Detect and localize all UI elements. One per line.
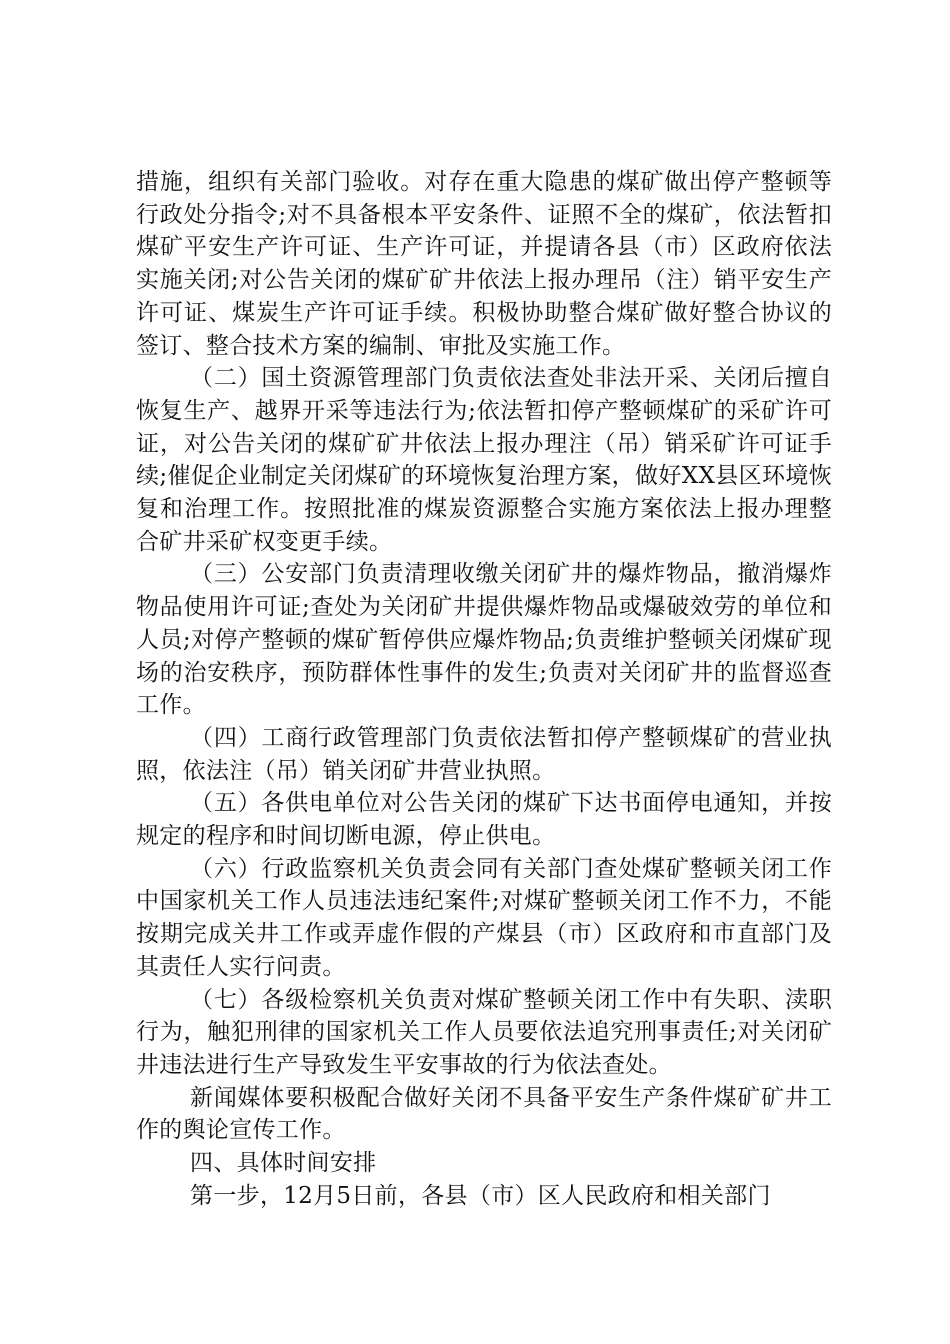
- paragraph-supervision: （六）行政监察机关负责会同有关部门查处煤矿整顿关闭工作中国家机关工作人员违法违纪案件;对煤矿整顿关闭工作不力，不能按期完成关井工作或弄虚作假的产煤县（市）区政府和市直部门及其责任人实行问责。: [136, 855, 832, 980]
- document-body: [136, 166, 832, 1213]
- paragraph-industry-commerce: （四）工商行政管理部门负责依法暂扣停产整顿煤矿的营业执照，依法注（吊）销关闭矿井营业执照。: [136, 724, 832, 784]
- paragraph-public-security: （三）公安部门负责清理收缴关闭矿井的爆炸物品，撤消爆炸物品使用许可证;查处为关闭矿井提供爆炸物品或爆破效劳的单位和人员;对停产整顿的煤矿暂停供应爆炸物品;负责维护整顿关闭煤矿现场的治安秩序，预防群体性事件的发生;负责对关闭矿井的监督巡查工作。: [136, 561, 832, 719]
- paragraph-step-one: 第一步，12月5日前，各县（市）区人民政府和相关部门: [190, 1182, 771, 1209]
- paragraph-power-supply: （五）各供电单位对公告关闭的煤矿下达书面停电通知，并按规定的程序和时间切断电源，停止供电。: [136, 790, 832, 850]
- paragraph-continuation: 措施，组织有关部门验收。对存在重大隐患的煤矿做出停产整顿等行政处分指令;对不具备根本平安条件、证照不全的煤矿，依法暂扣煤矿平安生产许可证、生产许可证，并提请各县（市）区政府依法实施关闭;对公告关闭的煤矿矿井依法上报办理吊（注）销平安生产许可证、煤炭生产许可证手续。积极协助整合煤矿做好整合协议的签订、整合技术方案的编制、审批及实施工作。: [136, 169, 832, 359]
- section-heading-schedule: 四、具体时间安排: [190, 1150, 377, 1177]
- paragraph-media: 新闻媒体要积极配合做好关闭不具备平安生产条件煤矿矿井工作的舆论宣传工作。: [136, 1084, 832, 1144]
- paragraph-land-resources: （二）国土资源管理部门负责依法查处非法开采、关闭后擅自恢复生产、越界开采等违法行为;依法暂扣停产整顿煤矿的采矿许可证，对公告关闭的煤矿矿井依法上报办理注（吊）销采矿许可证手续;催促企业制定关闭煤矿的环境恢复治理方案，做好XX县区环境恢复和治理工作。按照批准的煤炭资源整合实施方案依法上报办理整合矿井采矿权变更手续。: [136, 365, 832, 555]
- paragraph-procuratorate: （七）各级检察机关负责对煤矿整顿关闭工作中有失职、渎职行为，触犯刑律的国家机关工作人员要依法追究刑事责任;对关闭矿井违法进行生产导致发生平安事故的行为依法查处。: [136, 986, 832, 1078]
